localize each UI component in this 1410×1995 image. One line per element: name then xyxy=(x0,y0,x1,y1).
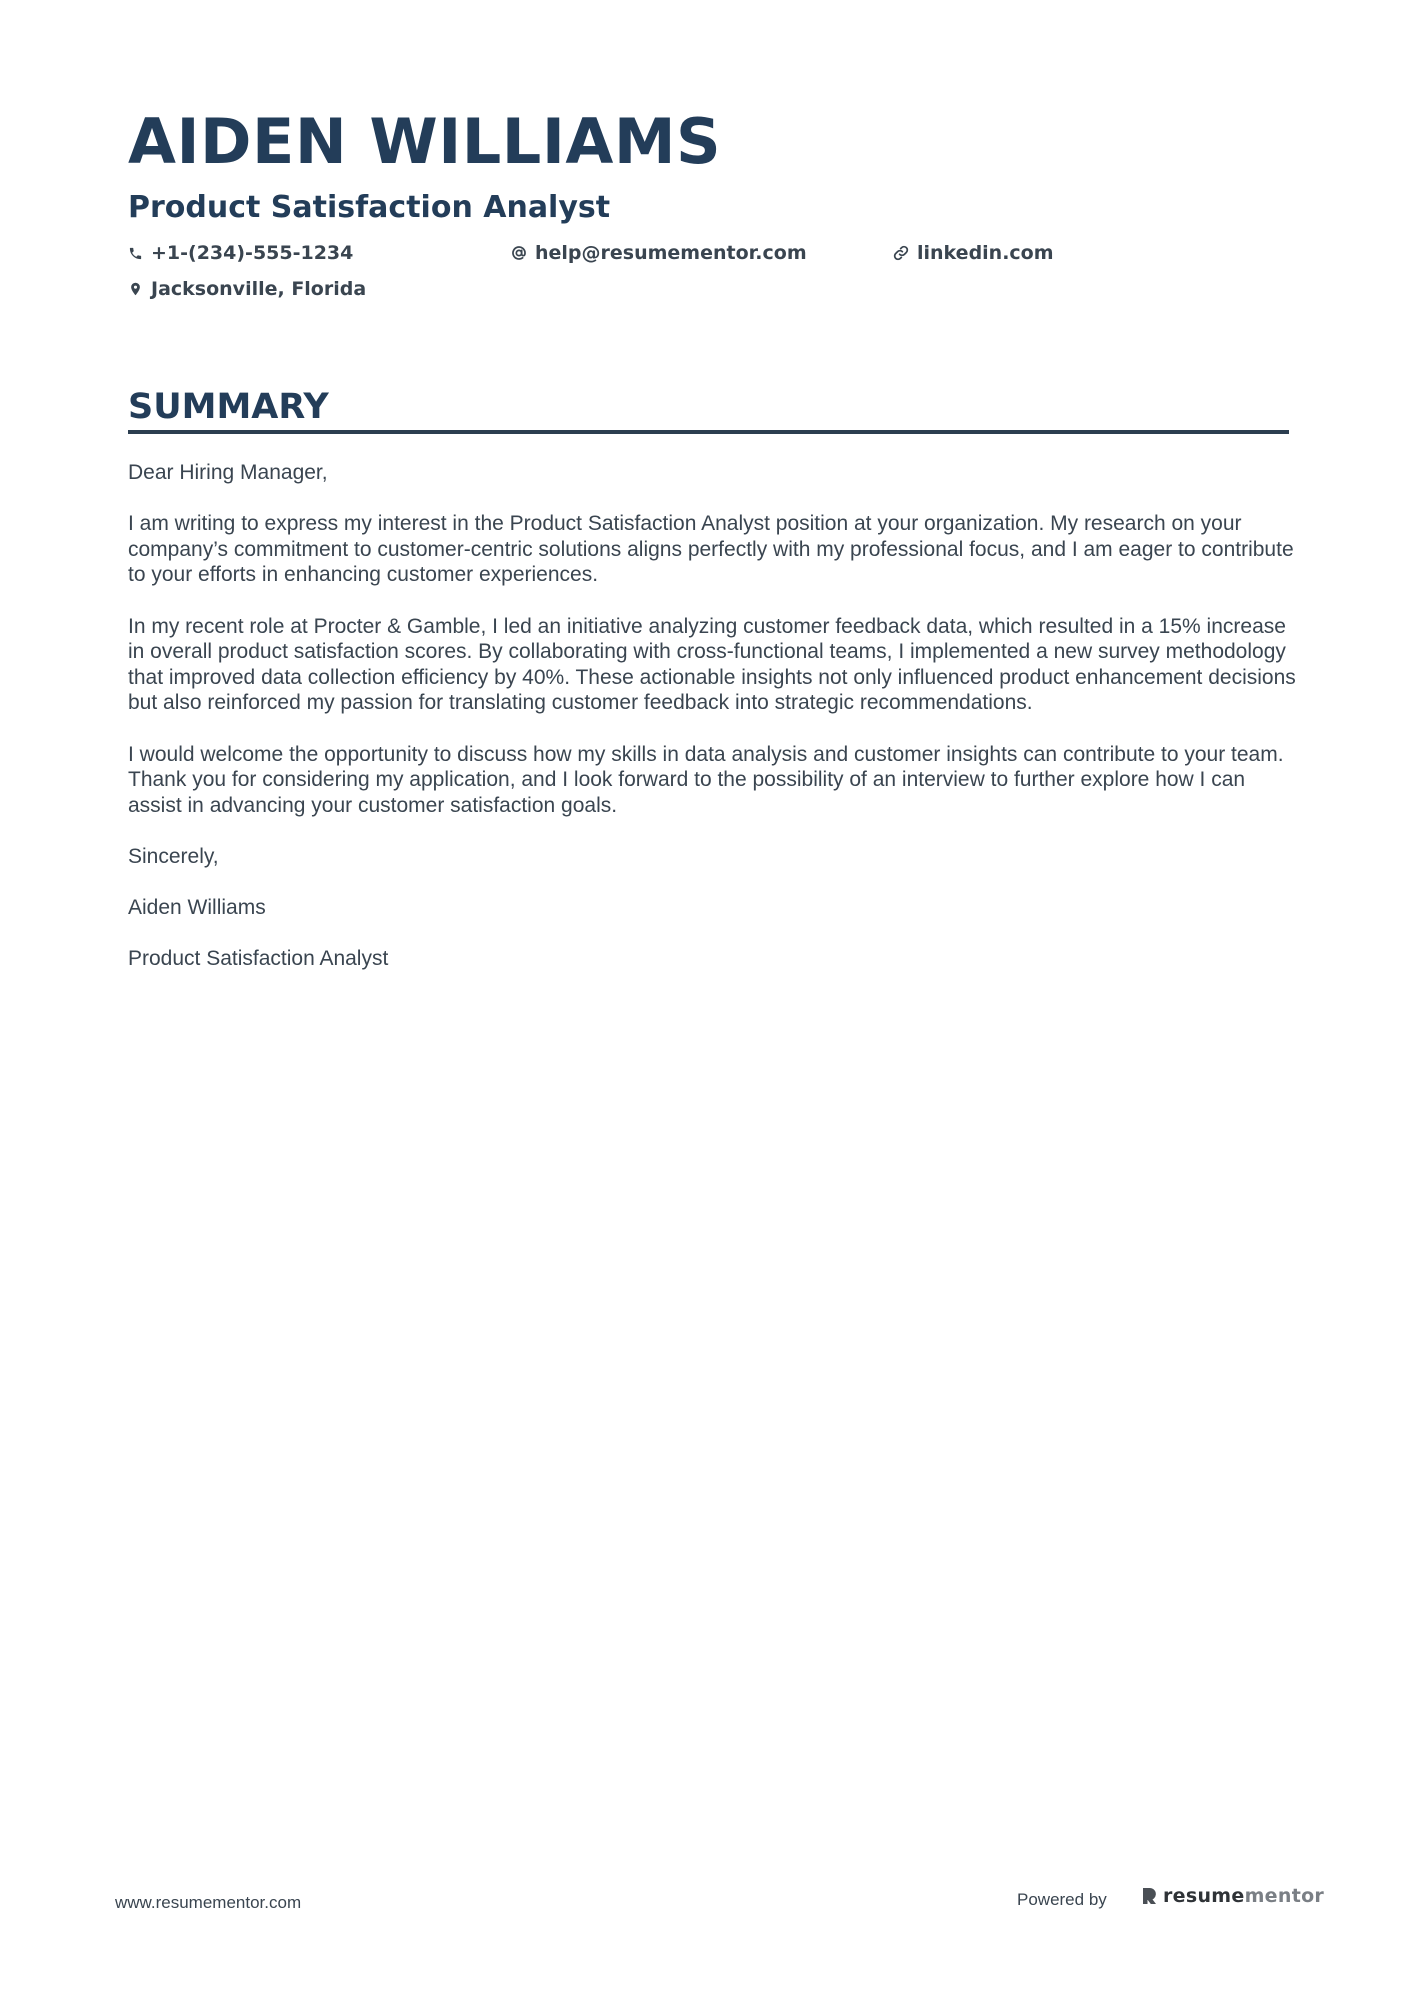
contact-phone xyxy=(128,242,353,264)
section-title-summary: SUMMARY xyxy=(128,387,329,427)
footer-website-link[interactable]: www.resumementor.com xyxy=(115,1893,302,1912)
letter-paragraph-3: I would welcome the opportunity to discuss how my skills in data analysis and customer insights can contribute to your team. Thank you for considering my application, and I look forward to the possibility of an interview to further explore how I can assist in advancing your customer satisfaction goals. xyxy=(128,742,1284,817)
brand-part-mentor: mentor xyxy=(1244,1885,1325,1907)
brand-part-resume: resume xyxy=(1163,1885,1245,1907)
section-divider xyxy=(128,430,1289,434)
map-pin-icon xyxy=(128,281,143,297)
letter-closing: Sincerely, xyxy=(128,844,219,868)
contact-location xyxy=(128,278,366,300)
candidate-name: AIDEN WILLIAMS xyxy=(128,105,722,178)
cover-letter-body xyxy=(128,460,1298,997)
letter-paragraph-1: I am writing to express my interest in the Product Satisfaction Analyst position at your organization. My research on your company’s commitment to customer-centric solutions aligns perfectly with my professional focus, and I am eager to contribute to your efforts in enhancing customer experiences. xyxy=(128,512,1294,587)
email-text: help@resumementor.com xyxy=(535,242,807,264)
at-icon xyxy=(511,245,527,261)
location-text: Jacksonville, Florida xyxy=(151,278,367,300)
phone-text: +1-(234)-555-1234 xyxy=(151,242,354,264)
contact-email xyxy=(511,242,807,264)
letter-paragraph-2: In my recent role at Procter & Gamble, I led an initiative analyzing customer feedback data, which resulted in a 15% increase in overall product satisfaction scores. By collaborating with cross-functional teams, I implemented a new survey methodology that improved data collection efficiency by 40%. These actionable insights not only influenced product enhancement decisions but also reinforced my passion for translating customer feedback into strategic recommendations. xyxy=(128,614,1296,715)
brand-wordmark xyxy=(1163,1885,1324,1907)
link-icon xyxy=(893,245,909,261)
footer-powered-by: Powered by xyxy=(1017,1890,1107,1909)
candidate-title: Product Satisfaction Analyst xyxy=(128,190,611,225)
footer-brand-logo[interactable] xyxy=(1141,1885,1324,1907)
resumementor-logo-icon xyxy=(1141,1886,1158,1906)
letter-signature-title: Product Satisfaction Analyst xyxy=(128,947,389,971)
link-text: linkedin.com xyxy=(917,242,1054,264)
letter-salutation: Dear Hiring Manager, xyxy=(128,461,328,484)
phone-icon xyxy=(128,246,143,261)
contact-link xyxy=(893,242,1054,264)
letter-signature-name: Aiden Williams xyxy=(128,896,266,920)
